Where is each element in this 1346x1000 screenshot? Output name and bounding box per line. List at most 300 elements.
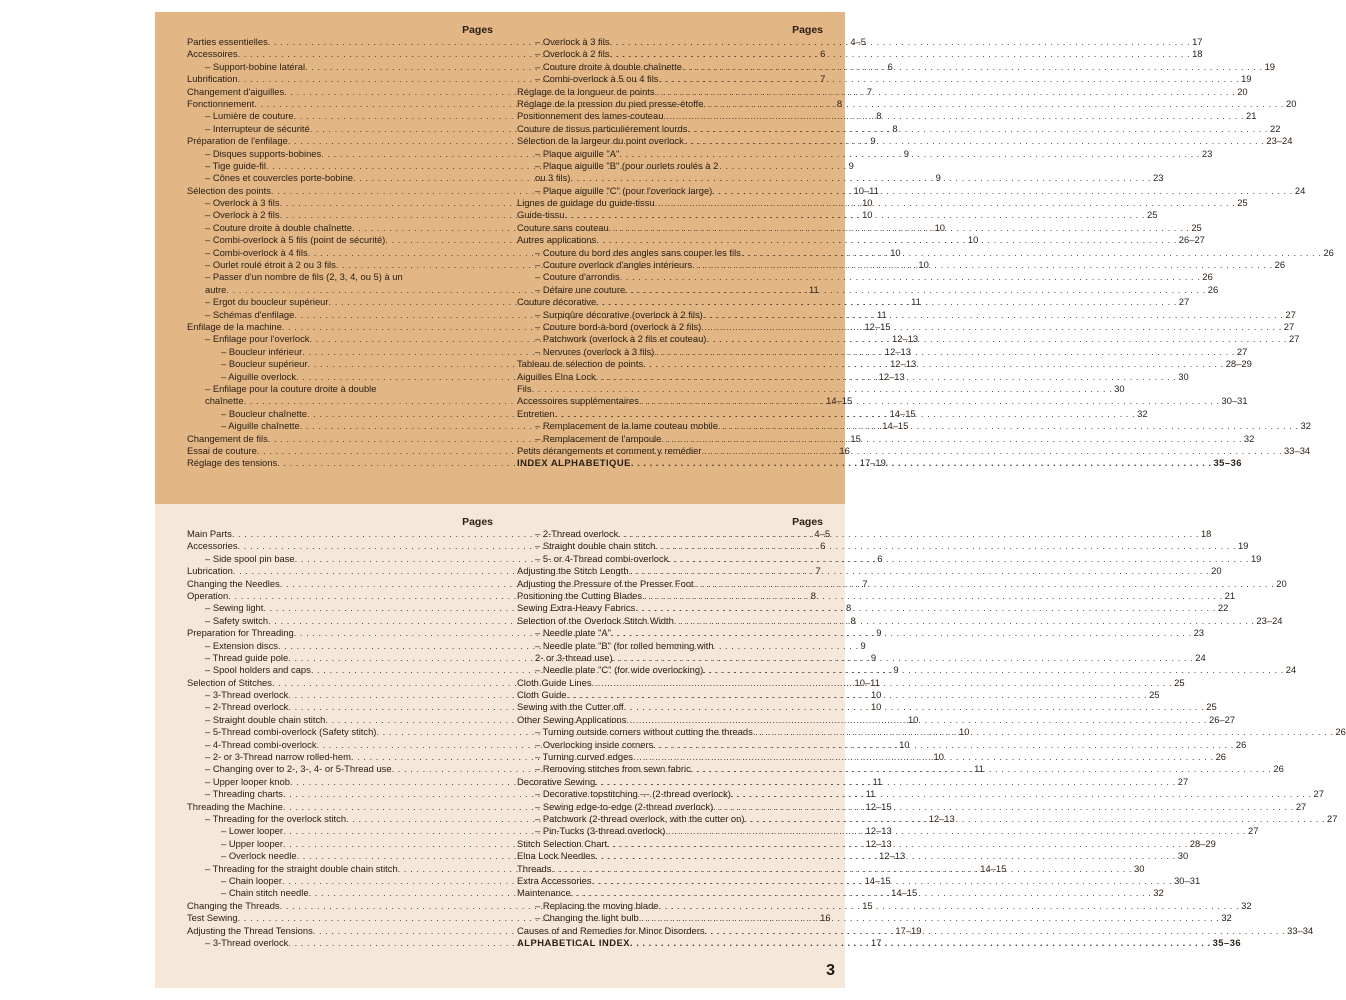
toc-entry-page: 32 bbox=[1153, 887, 1164, 899]
toc-entry-label: Tableau de sélection de points bbox=[517, 358, 644, 370]
dot-leader bbox=[626, 714, 1207, 726]
toc-entry-page: 24 bbox=[1195, 651, 1206, 663]
toc-entry-label: – Changing the light bulb bbox=[535, 912, 639, 924]
toc-entry-page: 28–29 bbox=[1225, 358, 1252, 370]
toc-entry-label: Guide-tissu bbox=[517, 209, 565, 221]
toc-entry bbox=[517, 271, 1213, 283]
toc-entry-label: Couture décorative bbox=[517, 296, 597, 308]
toc-entry-label: – Overlock à 3 fils bbox=[535, 36, 610, 47]
dot-leader bbox=[551, 863, 1132, 875]
toc-entry-label: – Patchwork (overlock à 2 fils et couteau) bbox=[535, 333, 707, 345]
toc-entry-page: 9 bbox=[935, 172, 941, 184]
dot-leader bbox=[744, 813, 1325, 825]
toc-entry-label: – Thread guide pole bbox=[205, 651, 289, 663]
dot-leader bbox=[703, 664, 1284, 676]
toc-entry-label: Entretien bbox=[517, 407, 555, 419]
toc-entry-label: autre bbox=[205, 283, 227, 295]
dot-leader bbox=[706, 333, 1287, 345]
toc-entry-label: Sélection des points bbox=[187, 184, 271, 196]
toc-entry-label: Aiguilles Elna Lock bbox=[517, 370, 596, 382]
toc-entry-page: 20 bbox=[1211, 565, 1222, 577]
toc-entry-page: 8 bbox=[836, 97, 843, 109]
toc-entry-label: Fils bbox=[517, 382, 532, 394]
dot-leader bbox=[668, 553, 1249, 565]
toc-entry-label: – Plaque aiguille "B" (pour ourlets roulés à 2 bbox=[535, 159, 719, 171]
toc-entry-page: 12–13 bbox=[928, 812, 955, 824]
toc-entry-page: 10 bbox=[907, 713, 919, 725]
toc-entry-page: 32 bbox=[1221, 912, 1232, 924]
toc-entry-label: Changing the Threads bbox=[187, 899, 280, 911]
toc-entry-page: 27 bbox=[1236, 345, 1248, 357]
toc-entry-page: 22 bbox=[1269, 122, 1281, 134]
dot-leader bbox=[595, 850, 1176, 862]
dot-leader bbox=[665, 825, 1246, 837]
toc-entry-label: Sewing Extra-Heavy Fabrics bbox=[517, 602, 636, 614]
dot-leader bbox=[610, 48, 1191, 60]
toc-entry-page: 7 bbox=[862, 577, 868, 589]
toc-entry-label: Preparation for Threading bbox=[187, 627, 294, 639]
toc-entry-page: 19 bbox=[1264, 60, 1275, 72]
toc-entry-page: 27 bbox=[1248, 825, 1259, 837]
toc-entry-label: – Straight double chain stitch bbox=[535, 540, 656, 552]
toc-entry-label: Adjusting the Pressure of the Presser Foot bbox=[517, 577, 694, 589]
toc-entry-label: – Enfilage pour l'overlock bbox=[205, 333, 310, 345]
toc-entry-label: – Combi-overlock à 5 ou 4 fils bbox=[535, 73, 659, 85]
toc-entry-label: Adjusting the Stitch Length bbox=[517, 565, 629, 577]
toc-entry-page: 27 bbox=[1327, 812, 1338, 824]
dot-leader bbox=[661, 433, 1242, 445]
toc-entry-page: 10 bbox=[934, 221, 945, 233]
toc-entry-page: 12–13 bbox=[879, 850, 906, 862]
toc-entry-label: Couture sans couteau bbox=[517, 221, 609, 233]
toc-entry-label: Positionnement des lames-couteau bbox=[517, 110, 664, 122]
toc-entry-label: Maintenance bbox=[517, 887, 571, 899]
toc-entry-page: 20 bbox=[1276, 577, 1287, 589]
toc-entry-label: – Boucleur supérieur bbox=[221, 358, 308, 370]
toc-entry-page: 32 bbox=[1137, 407, 1148, 419]
toc-entry-label: – Safety switch bbox=[205, 614, 269, 626]
toc-entry-label: – 3-Thread overlock bbox=[205, 936, 289, 948]
dot-leader bbox=[663, 110, 1244, 122]
toc-entry-page: 10 bbox=[918, 259, 929, 271]
dot-leader bbox=[595, 776, 1176, 788]
toc-entry-label: – Needle plate "C" (for wide overlocking) bbox=[535, 664, 704, 676]
toc-entry-page: 30 bbox=[1114, 382, 1125, 394]
toc-entry-label: – Sewing edge-to-edge (2-thread overlock) bbox=[535, 800, 714, 812]
toc-entry-page: 12–15 bbox=[864, 320, 891, 332]
dot-leader bbox=[741, 247, 1322, 259]
toc-entry bbox=[517, 147, 1213, 160]
toc-entry-page: 19 bbox=[1241, 73, 1252, 85]
toc-entry-label: Sélection de la largeur du point overlock bbox=[517, 135, 684, 147]
dot-leader bbox=[596, 296, 1177, 308]
toc-entry-label: – Combi-overlock à 4 fils bbox=[205, 246, 308, 258]
toc-entry-page: 27 bbox=[1178, 296, 1190, 308]
toc-entry-label: – Interrupteur de sécurité bbox=[205, 122, 310, 134]
toc-entry-page: 9 bbox=[870, 135, 876, 147]
toc-entry-label: – Boucleur chaînette bbox=[221, 407, 307, 419]
toc-entry-page: 20 bbox=[1286, 97, 1297, 109]
toc-entry-label: – Lumière de couture bbox=[205, 110, 294, 122]
toc-entry-page: 26 bbox=[1335, 726, 1346, 738]
toc-entry-page: 11 bbox=[876, 308, 887, 320]
toc-entry-page: 8 bbox=[876, 110, 882, 122]
toc-entry-page: 11 bbox=[911, 296, 921, 308]
dot-leader bbox=[609, 222, 1190, 234]
toc-entry-label: – Remplacement de l'ampoule bbox=[535, 432, 662, 444]
toc-entry-page: 23–24 bbox=[1256, 614, 1283, 626]
toc-entry-label: – Couture bord-à-bord (overlock à 2 fils) bbox=[535, 320, 702, 332]
pages-header: Pages bbox=[792, 24, 823, 36]
toc-entry-page: 23–24 bbox=[1266, 135, 1293, 147]
toc-entry-page: 15 bbox=[862, 899, 873, 911]
dot-leader bbox=[753, 726, 1334, 738]
toc-entry-page: 21 bbox=[1224, 589, 1236, 601]
toc-entry-label: – Patchwork (2-thread overlock, with the cutter on) bbox=[535, 812, 745, 824]
toc-entry-label: – Replacing the moving blade bbox=[535, 899, 659, 911]
toc-entry-label: Adjusting the Thread Tensions bbox=[187, 924, 313, 936]
toc-entry-label: Sewing with the Cutter off bbox=[517, 701, 624, 713]
toc-entry-page: 22 bbox=[1217, 602, 1229, 614]
dot-leader bbox=[705, 925, 1286, 937]
toc-entry-label: – Removing stitches from sewn fabric bbox=[535, 763, 691, 775]
toc-entry-page: 9 bbox=[903, 147, 910, 159]
toc-entry-label: ou 3 fils) bbox=[535, 172, 571, 184]
toc-entry-page: 20 bbox=[1237, 85, 1248, 97]
toc-entry-page: 26 bbox=[1273, 763, 1284, 775]
toc-entry-label: – Straight double chain stitch bbox=[205, 713, 326, 725]
toc-entry-page: 19 bbox=[1237, 540, 1249, 552]
toc-entry-page: 30–31 bbox=[1174, 874, 1201, 886]
toc-entry-page: 17–19 bbox=[895, 924, 922, 936]
toc-entry-label: Fonctionnement bbox=[187, 97, 255, 109]
toc-entry-label: – Enfilage pour la couture droite à double bbox=[205, 382, 377, 394]
toc-entry-label: – Sewing light bbox=[205, 602, 264, 614]
toc-entry-page: 32 bbox=[1241, 899, 1252, 911]
toc-entry-page: 6 bbox=[887, 60, 893, 72]
toc-entry-page: 27 bbox=[1177, 775, 1189, 787]
dot-leader bbox=[653, 739, 1234, 751]
dot-leader bbox=[642, 590, 1223, 602]
toc-entry-label: – Schémas d'enfilage bbox=[205, 308, 295, 320]
toc-entry-page: 26 bbox=[1215, 751, 1226, 763]
toc-entry bbox=[187, 383, 493, 395]
toc-entry bbox=[517, 614, 1283, 627]
toc-entry-page: 33–34 bbox=[1287, 924, 1314, 936]
toc-entry-page: 12–15 bbox=[865, 800, 892, 812]
toc-entry-page: 6 bbox=[820, 48, 826, 60]
english-contents-panel bbox=[155, 504, 1346, 988]
toc-entry bbox=[517, 172, 1164, 184]
dot-leader bbox=[635, 602, 1216, 614]
toc-entry-page: 10 bbox=[959, 726, 970, 738]
dot-leader bbox=[611, 627, 1192, 639]
toc-entry-label: – Turning curved edges bbox=[535, 751, 633, 763]
toc-entry-label: Changement d'aiguilles bbox=[187, 85, 285, 97]
toc-entry-page: 12–13 bbox=[865, 837, 892, 849]
toc-entry-label: – Couture droite à double chaînette bbox=[205, 221, 352, 233]
toc-entry-label: Operation bbox=[187, 589, 229, 601]
toc-entry bbox=[517, 589, 1236, 602]
toc-entry-label: – Extension discs bbox=[205, 639, 278, 651]
toc-entry-label: Couture de tissus particulièrement lourds bbox=[517, 122, 688, 134]
dot-leader bbox=[596, 234, 1177, 246]
toc-entry-page: 8 bbox=[892, 122, 898, 134]
toc-entry-label: Petits dérangements et comment y remédier bbox=[517, 444, 702, 456]
toc-entry-page: 14–15 bbox=[889, 407, 916, 419]
toc-entry bbox=[517, 48, 1203, 60]
toc-entry-label: Main Parts bbox=[187, 528, 232, 539]
dot-leader bbox=[691, 763, 1272, 775]
toc-entry-label: – Overlocking inside corners bbox=[535, 738, 654, 750]
dot-leader bbox=[555, 408, 1136, 420]
toc-entry-page: 17–19 bbox=[859, 457, 886, 469]
toc-entry-label: Essai de couture bbox=[187, 444, 257, 456]
toc-entry-label: Autres applications bbox=[517, 234, 597, 246]
toc-entry-page: 26–27 bbox=[1209, 713, 1236, 725]
toc-entry-label: – Remplacement de la lame couteau mobile bbox=[535, 420, 718, 432]
dot-leader bbox=[659, 900, 1240, 912]
toc-entry-label: Threading the Machine bbox=[187, 800, 283, 812]
dot-leader bbox=[712, 185, 1293, 197]
toc-entry-label: – Aiguille chaînette bbox=[221, 420, 300, 432]
toc-entry-label: – Support-bobine latéral bbox=[205, 60, 306, 72]
toc-entry-page: 11 bbox=[865, 788, 876, 800]
toc-entry-label: – Boucleur inférieur bbox=[221, 345, 303, 357]
dot-leader bbox=[654, 346, 1235, 358]
toc-entry-label: chaînette bbox=[205, 395, 244, 407]
toc-entry-page: 10 bbox=[870, 701, 882, 713]
toc-entry-page: 12–13 bbox=[892, 333, 919, 345]
toc-entry-page: 27 bbox=[1285, 308, 1296, 320]
toc-entry-label: Other Sewing Applications bbox=[517, 713, 627, 725]
toc-entry-page: 32 bbox=[1300, 420, 1311, 432]
toc-entry-page: 10 bbox=[899, 738, 910, 750]
toc-entry bbox=[517, 283, 1219, 296]
toc-entry-label: – Upper looper knob bbox=[205, 775, 290, 787]
dot-leader bbox=[674, 615, 1255, 627]
toc-entry-page: 9 bbox=[893, 664, 899, 676]
toc-entry-label: Parties essentielles bbox=[187, 36, 268, 47]
toc-entry-page: 25 bbox=[1191, 221, 1202, 233]
toc-entry bbox=[517, 602, 1229, 614]
toc-entry-label: – Couture d'arrondis bbox=[535, 271, 620, 283]
toc-entry-label: Lubrification bbox=[187, 73, 238, 85]
dot-leader bbox=[618, 528, 1199, 540]
toc-entry-page: 23 bbox=[1153, 172, 1164, 184]
toc-entry-page: 33–34 bbox=[1284, 444, 1311, 456]
toc-entry-label: Préparation de l'enfilage bbox=[187, 135, 288, 147]
toc-entry-page: 30–31 bbox=[1221, 395, 1248, 407]
toc-entry-label: – 4-Thread combi-overlock bbox=[205, 738, 317, 750]
dot-leader bbox=[701, 445, 1282, 457]
dot-leader bbox=[571, 887, 1152, 899]
toc-entry-label: INDEX ALPHABETIQUE bbox=[517, 457, 631, 469]
toc-entry-label: Réglage des tensions bbox=[187, 457, 278, 469]
dot-leader bbox=[610, 36, 1191, 48]
toc-entry-label: – Chain stitch needle bbox=[221, 887, 309, 899]
toc-entry-label: – Threading for the straight double chain stitch bbox=[205, 862, 398, 874]
toc-entry-label: – Ergot du boucleur supérieur bbox=[205, 296, 329, 308]
toc-entry-label: Lignes de guidage du guide-tissu bbox=[517, 197, 655, 209]
toc-entry-page: 16 bbox=[839, 444, 850, 456]
toc-entry bbox=[517, 664, 1297, 676]
toc-entry-page: 24 bbox=[1285, 664, 1297, 676]
toc-entry-page: 9 bbox=[876, 627, 882, 639]
toc-entry-page: 7 bbox=[866, 85, 872, 97]
toc-entry-label: – Aiguille overlock bbox=[221, 370, 297, 382]
toc-entry-page: 26 bbox=[1202, 271, 1213, 283]
dot-leader bbox=[633, 751, 1214, 763]
toc-entry bbox=[517, 640, 823, 652]
toc-entry-page: 14–15 bbox=[882, 420, 909, 432]
toc-entry-page: 10–11 bbox=[853, 184, 879, 196]
toc-entry-page: 10 bbox=[862, 197, 873, 209]
toc-entry-page: 11 bbox=[974, 763, 984, 775]
dot-leader bbox=[592, 677, 1173, 689]
toc-entry-label: – Pin-Tucks (3-thread overlock) bbox=[535, 825, 666, 837]
toc-entry-page: 18 bbox=[1200, 528, 1212, 539]
toc-entry-page: 15 bbox=[850, 432, 861, 444]
toc-entry-page: 14–15 bbox=[980, 862, 1007, 874]
toc-entry-page: 26–27 bbox=[1178, 234, 1205, 246]
toc-entry-label: Changing the Needles bbox=[187, 577, 280, 589]
toc-entry-label: Test Sewing bbox=[187, 912, 238, 924]
dot-leader bbox=[643, 358, 1224, 370]
toc-entry-page: 12–13 bbox=[890, 358, 917, 370]
pages-header: Pages bbox=[462, 24, 493, 36]
toc-entry-label: – Upper looper bbox=[221, 837, 284, 849]
toc-entry-page: 4–5 bbox=[850, 36, 867, 47]
toc-entry-label: – Défaire une couture bbox=[535, 283, 626, 295]
toc-entry-page: 27 bbox=[1283, 320, 1295, 332]
toc-entry-label: – Decorative topstitching — (2-thread overlock) bbox=[535, 788, 731, 800]
toc-entry-page: 17 bbox=[870, 936, 882, 948]
toc-entry-label: – Disques supports-bobines bbox=[205, 147, 322, 159]
toc-entry-page: 30 bbox=[1133, 862, 1145, 874]
toc-entry-label: – Surpiqûre décorative (overlock à 2 fils) bbox=[535, 308, 703, 320]
toc-entry-label: – Couture du bord des angles sans couper les fils bbox=[535, 246, 741, 258]
dot-leader bbox=[629, 565, 1210, 577]
toc-entry bbox=[517, 122, 1281, 135]
toc-entry-page: 30 bbox=[1177, 850, 1189, 862]
toc-entry bbox=[517, 577, 1287, 590]
toc-entry-label: – 2-Thread overlock bbox=[205, 701, 289, 713]
toc-entry-page: 28–29 bbox=[1189, 837, 1216, 849]
dot-leader bbox=[625, 284, 1206, 296]
toc-entry-label: Causes of and Remedies for Minor Disorders bbox=[517, 924, 705, 936]
toc-entry bbox=[517, 97, 1297, 110]
toc-entry-label: Decorative Sewing bbox=[517, 775, 596, 787]
dot-leader bbox=[687, 123, 1268, 135]
page-number: 3 bbox=[826, 962, 835, 979]
toc-entry-page: 26 bbox=[1207, 283, 1219, 295]
dot-leader bbox=[684, 135, 1265, 147]
toc-entry-page: 8 bbox=[810, 589, 816, 601]
toc-entry-page: 9 bbox=[870, 651, 877, 663]
dot-leader bbox=[607, 838, 1188, 850]
toc-entry-page: 12–13 bbox=[878, 370, 905, 382]
toc-entry-label: – Cônes et couvercles porte-bobine bbox=[205, 172, 354, 184]
toc-entry-label: 2- or 3-thread use) bbox=[535, 651, 613, 663]
toc-entry-page: 9 bbox=[848, 159, 854, 171]
pages-header: Pages bbox=[462, 516, 493, 528]
toc-entry-page: 23 bbox=[1193, 627, 1204, 639]
dot-leader bbox=[655, 540, 1236, 552]
toc-entry-label: Cloth Guide bbox=[517, 689, 567, 701]
toc-entry-label: – Spool holders and caps bbox=[205, 664, 311, 676]
toc-entry bbox=[517, 627, 1204, 639]
toc-entry-page: 8 bbox=[850, 614, 856, 626]
toc-entry-page: 25 bbox=[1174, 676, 1185, 688]
toc-entry-label: – Overlock needle bbox=[221, 850, 297, 862]
toc-entry-page: 9 bbox=[860, 639, 866, 651]
toc-entry-page: 26 bbox=[1274, 259, 1286, 271]
toc-entry-label: – Chain looper bbox=[221, 874, 282, 886]
toc-entry-page: 35–36 bbox=[1213, 457, 1243, 469]
toc-entry bbox=[517, 110, 1257, 122]
toc-entry-label: – Changing over to 2-, 3-, 4- or 5-Thread use bbox=[205, 763, 392, 775]
toc-entry-label: – 3-Thread overlock bbox=[205, 689, 289, 701]
toc-entry bbox=[517, 540, 1249, 552]
toc-entry-page: 10 bbox=[862, 209, 873, 221]
toc-entry-label: – Turning outside corners without cutting the threads bbox=[535, 726, 753, 738]
toc-entry-page: 21 bbox=[1246, 110, 1257, 122]
toc-entry-page: 25 bbox=[1206, 701, 1217, 713]
dot-leader bbox=[620, 271, 1201, 283]
toc-entry-page: 6 bbox=[820, 540, 826, 552]
toc-entry-page: 16 bbox=[820, 912, 831, 924]
toc-entry-page: 32 bbox=[1243, 432, 1255, 444]
toc-entry-page: 10 bbox=[890, 246, 901, 258]
toc-entry bbox=[517, 565, 1222, 577]
dot-leader bbox=[682, 61, 1263, 73]
toc-entry bbox=[187, 271, 493, 283]
toc-entry-page: 10–11 bbox=[854, 676, 880, 688]
dot-leader bbox=[596, 371, 1177, 383]
toc-entry-label: – Threading for the overlock stitch bbox=[205, 812, 347, 824]
toc-entry-label: ALPHABETICAL INDEX bbox=[517, 936, 630, 948]
toc-entry-label: Threads bbox=[517, 862, 552, 874]
toc-entry-page: 30 bbox=[1178, 370, 1189, 382]
dot-leader bbox=[630, 937, 1211, 949]
toc-entry-label: Accessoires supplémentaires bbox=[517, 395, 639, 407]
dot-leader bbox=[703, 98, 1284, 110]
toc-entry-page: 14–15 bbox=[891, 887, 918, 899]
toc-entry-label: – Plaque aiguille "C" (pour l'overlock large) bbox=[535, 184, 713, 196]
toc-entry-page: 26 bbox=[1323, 246, 1334, 258]
pages-header: Pages bbox=[792, 516, 823, 528]
toc-entry-label: – Nervures (overlock à 3 fils) bbox=[535, 345, 655, 357]
dot-leader bbox=[624, 701, 1205, 713]
toc-entry bbox=[517, 528, 1212, 540]
toc-entry-page: 19 bbox=[1250, 552, 1262, 564]
toc-entry-label: – Needle plate "B" (for rolled hemming with bbox=[535, 639, 714, 651]
toc-entry bbox=[517, 73, 1252, 85]
toc-entry-page: 35–36 bbox=[1212, 936, 1242, 948]
toc-entry bbox=[517, 60, 1275, 73]
toc-entry-label: Positioning the Cutting Blades bbox=[517, 589, 643, 601]
toc-entry-page: 10 bbox=[967, 234, 979, 246]
toc-entry-page: 25 bbox=[1149, 689, 1160, 701]
toc-entry-label: – Needle plate "A" bbox=[535, 627, 611, 639]
toc-entry-label: Extra Accessories bbox=[517, 874, 592, 886]
toc-entry-label: Elna Lock Needles bbox=[517, 850, 596, 862]
dot-leader bbox=[631, 457, 1212, 469]
toc-entry-label: Selection of Stitches bbox=[187, 676, 272, 688]
dot-leader bbox=[639, 395, 1220, 407]
toc-entry-page: 27 bbox=[1295, 800, 1307, 812]
